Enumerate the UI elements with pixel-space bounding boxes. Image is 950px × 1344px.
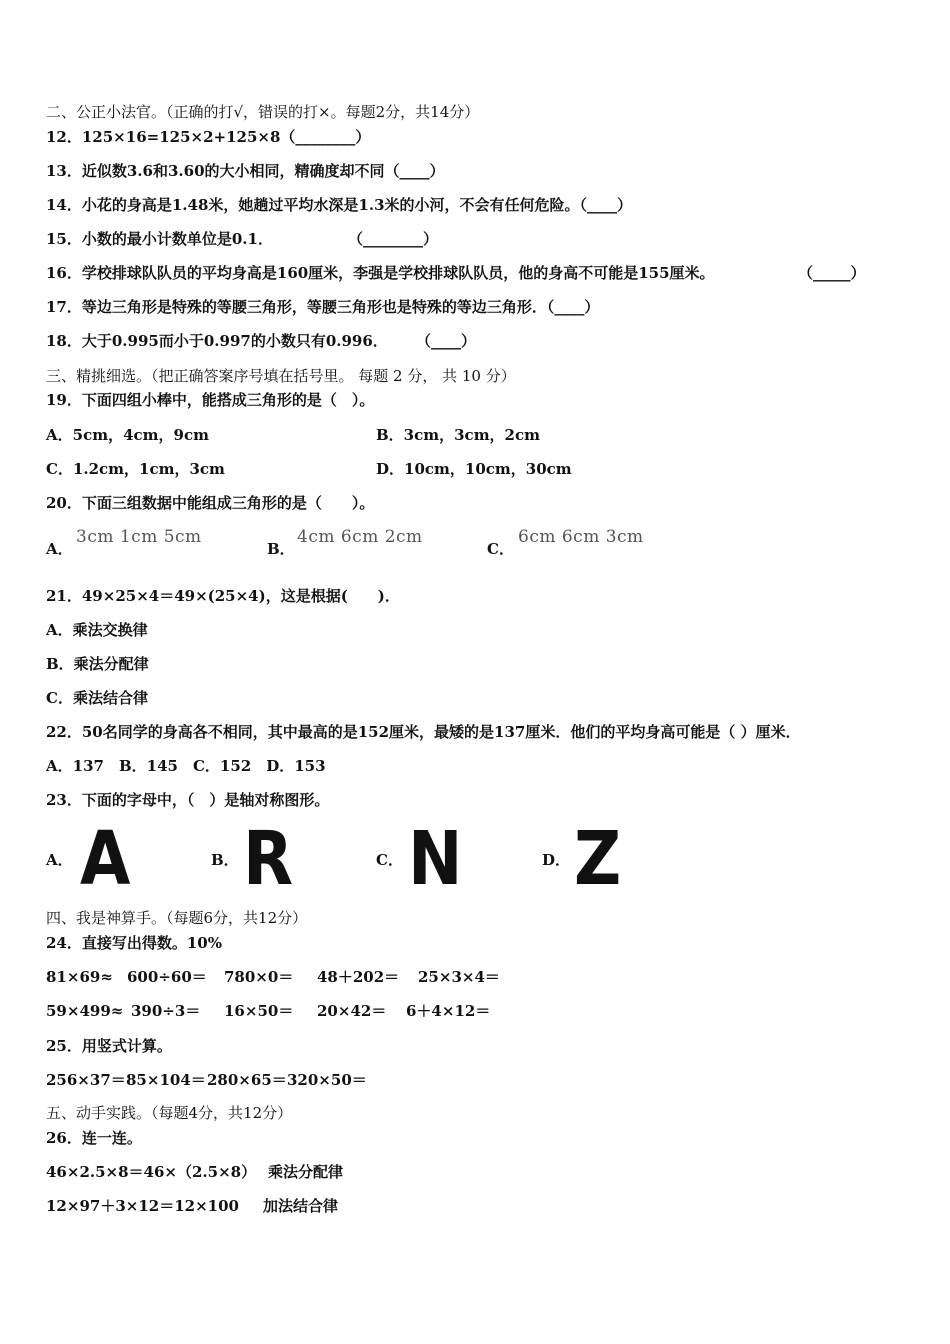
calc-item: 25×3×4＝ (418, 968, 500, 986)
question-18: 18．大于0.995而小于0.997的小数只有0.996． (46, 332, 388, 350)
question-14: 14．小花的身高是1.48米，她趟过平均水深是1.3米的小河，不会有任何危险。（____） (46, 196, 633, 214)
letter-z-image: Z (574, 816, 622, 902)
calc-item: 81×69≈ (46, 968, 113, 986)
question-15: 15．小数的最小计数单位是0.1． (46, 230, 273, 248)
match-left-2: 12×97＋3×12＝12×100 (46, 1197, 239, 1215)
match-right-2: 加法结合律 (263, 1197, 339, 1215)
question-20-option-b-label: B． (267, 540, 295, 558)
calc-item: 780×0＝ (224, 968, 294, 986)
question-21-option-b: B．乘法分配律 (46, 655, 149, 673)
question-12: 12．125×16=125×2+125×8（________） (46, 128, 371, 146)
section-2-heading: 二、公正小法官。（正确的打√，错误的打×。每题2分，共14分） (46, 103, 480, 121)
section-3-heading: 三、精挑细选。（把正确答案序号填在括号里。 每题 2 分， 共 10 分） (46, 367, 516, 385)
calc-item: 6＋4×12＝ (406, 1002, 491, 1020)
vertical-calc-item: 85×104＝ (126, 1071, 206, 1089)
question-18-blank: （____） (416, 332, 477, 350)
calc-item: 48＋202＝ (317, 968, 400, 986)
question-21-option-a: A．乘法交换律 (46, 621, 148, 639)
question-20: 20．下面三组数据中能组成三角形的是（ ）。 (46, 494, 375, 512)
question-24: 24．直接写出得数。10% (46, 934, 223, 952)
question-16-blank: （_____） (798, 264, 866, 282)
section-5-heading: 五、动手实践。（每题4分，共12分） (46, 1104, 293, 1122)
question-23-option-d-label: D． (542, 851, 571, 869)
question-20-option-a-label: A． (46, 540, 73, 558)
calc-item: 16×50＝ (224, 1002, 294, 1020)
question-23-option-c-label: C． (376, 851, 403, 869)
question-23: 23．下面的字母中，（ ）是轴对称图形。 (46, 791, 330, 809)
calc-item: 59×499≈ (46, 1002, 124, 1020)
question-20-option-c-value: 6cm 6cm 3cm (518, 527, 644, 547)
question-17: 17．等边三角形是特殊的等腰三角形，等腰三角形也是特殊的等边三角形．（____） (46, 298, 600, 316)
match-right-1: 乘法分配律 (268, 1163, 344, 1181)
question-21-option-c: C．乘法结合律 (46, 689, 148, 707)
question-19-option-d: D．10cm，10cm，30cm (376, 460, 572, 478)
match-left-1: 46×2.5×8＝46×（2.5×8） (46, 1163, 257, 1181)
question-23-option-b-label: B． (211, 851, 239, 869)
vertical-calc-item: 256×37＝ (46, 1071, 126, 1089)
letter-n-image: N (408, 816, 463, 902)
section-4-heading: 四、我是神算手。（每题6分，共12分） (46, 909, 308, 927)
question-19: 19．下面四组小棒中，能搭成三角形的是（ ）。 (46, 391, 375, 409)
vertical-calc-item: 280×65＝ (207, 1071, 287, 1089)
question-23-option-a-label: A． (46, 851, 73, 869)
question-22: 22．50名同学的身高各不相同，其中最高的是152厘米，最矮的是137厘米．他们的平均身高可能是（ ）厘米． (46, 723, 801, 741)
calc-item: 390÷3＝ (131, 1002, 201, 1020)
question-13: 13．近似数3.6和3.60的大小相同，精确度却不同（____） (46, 162, 445, 180)
letter-a-image: A (80, 816, 131, 902)
calc-item: 600÷60＝ (127, 968, 207, 986)
question-25: 25．用竖式计算。 (46, 1037, 172, 1055)
question-26: 26．连一连。 (46, 1129, 142, 1147)
letter-r-image: R (243, 816, 294, 902)
question-16: 16．学校排球队队员的平均身高是160厘米，李强是学校排球队队员，他的身高不可能是155厘米。 (46, 264, 715, 282)
question-20-option-c-label: C． (487, 540, 514, 558)
question-19-option-b: B．3cm，3cm，2cm (376, 426, 541, 444)
question-20-option-a-value: 3cm 1cm 5cm (76, 527, 202, 547)
question-19-option-a: A．5cm，4cm，9cm (46, 426, 209, 444)
question-15-blank: （________） (348, 230, 439, 248)
question-21: 21．49×25×4＝49×(25×4)，这是根据( )． (46, 587, 400, 605)
vertical-calc-item: 320×50＝ (287, 1071, 367, 1089)
calc-item: 20×42＝ (317, 1002, 387, 1020)
question-19-option-c: C．1.2cm，1cm，3cm (46, 460, 225, 478)
question-20-option-b-value: 4cm 6cm 2cm (297, 527, 423, 547)
question-22-options: A．137 B．145 C．152 D．153 (46, 757, 326, 775)
